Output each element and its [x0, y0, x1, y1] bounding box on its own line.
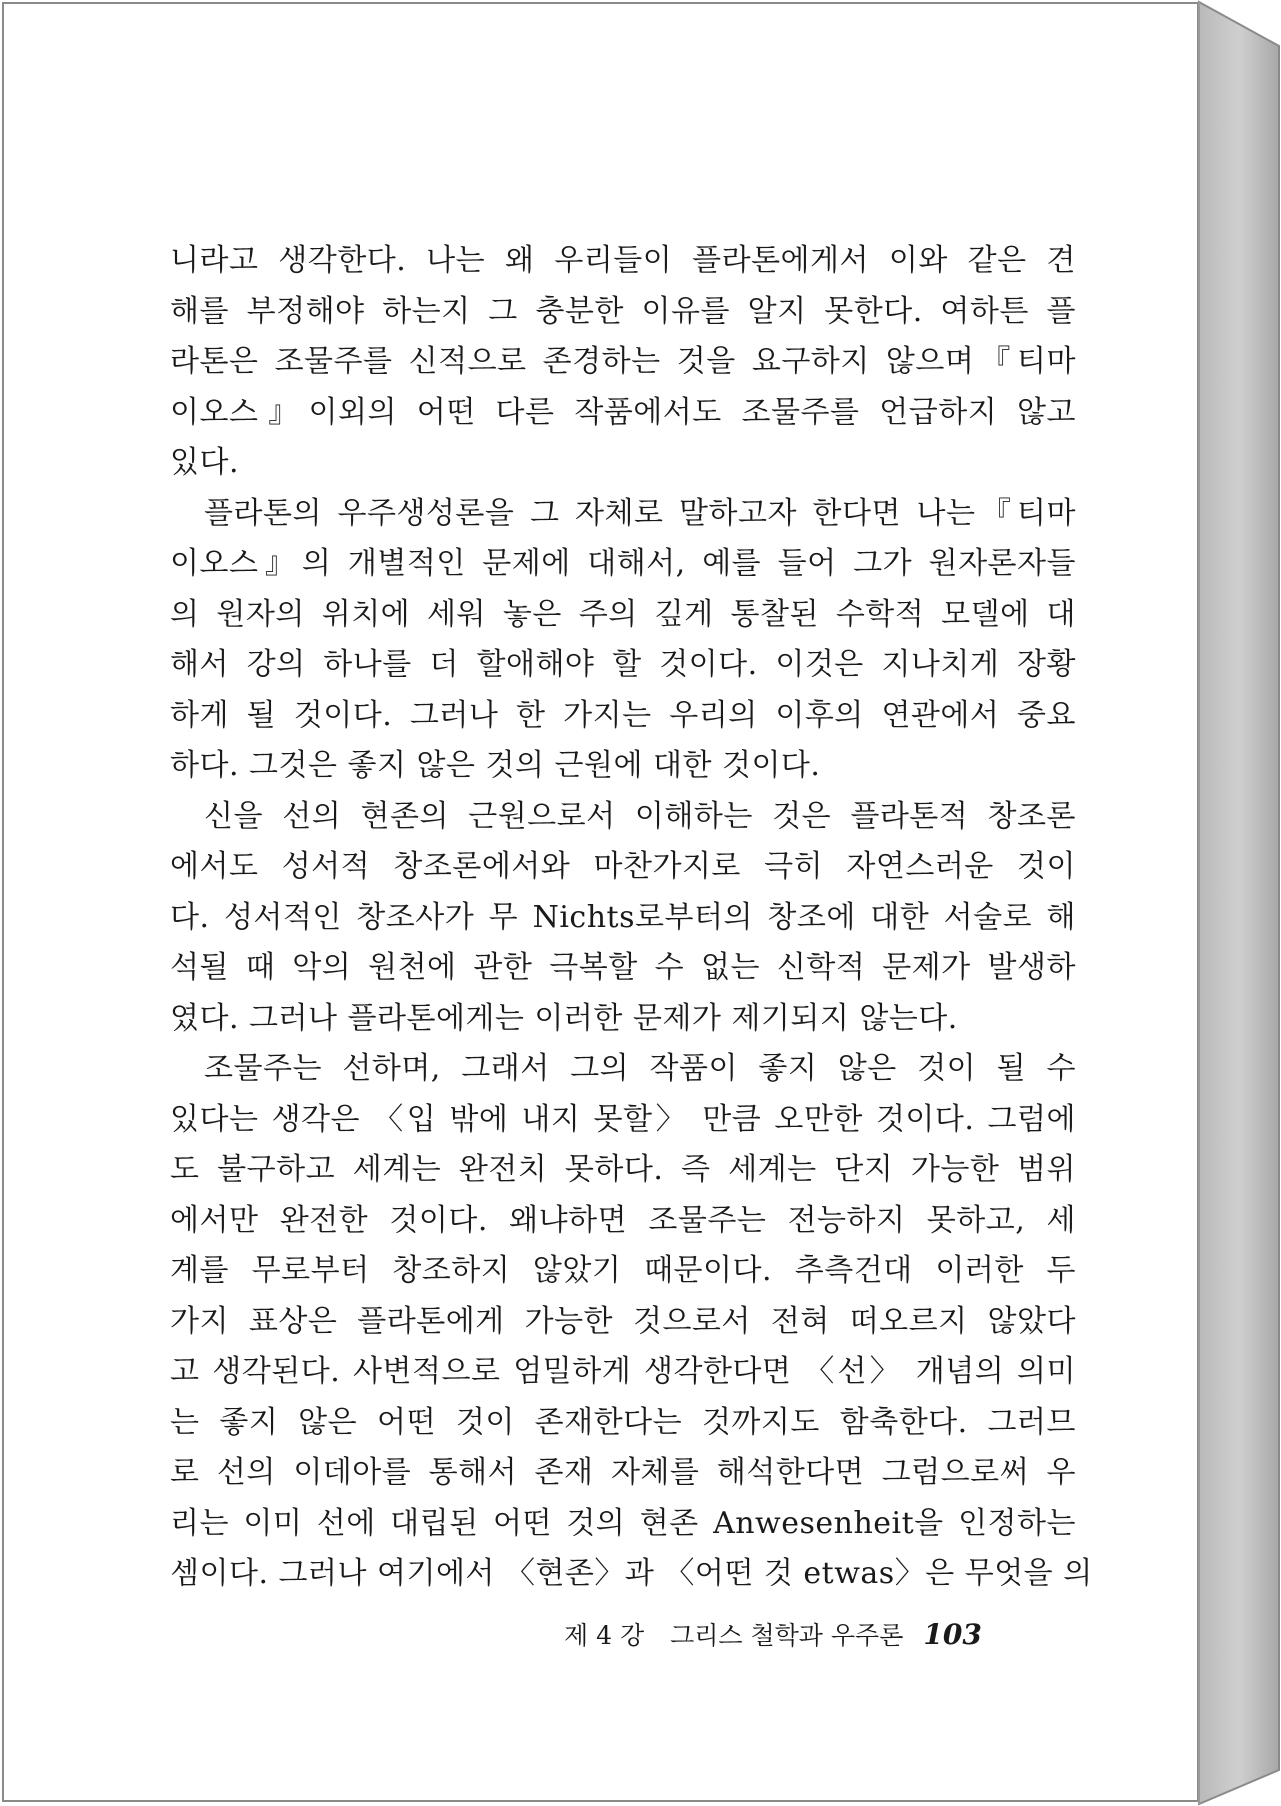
text-line: 라톤은 조물주를 신적으로 존경하는 것을 요구하지 않으며『티마 — [170, 344, 1076, 379]
text-line: 해서 강의 하나를 더 할애해야 할 것이다. 이것은 지나치게 장황 — [170, 647, 1076, 682]
text-line: 조물주는 선하며, 그래서 그의 작품이 좋지 않은 것이 될 수 — [204, 1051, 1076, 1086]
body-text — [170, 236, 1093, 1600]
text-line: 니라고 생각한다. 나는 왜 우리들이 플라톤에게서 이와 같은 견 — [170, 243, 1076, 278]
text-line: 리는 이미 선에 대립된 어떤 것의 현존 Anwesenheit을 인정하는 — [170, 1505, 1076, 1541]
text-line: 가지 표상은 플라톤에게 가능한 것으로서 전혀 떠오르지 않았다 — [170, 1303, 1076, 1339]
text-line: 이오스』이외의 어떤 다른 작품에서도 조물주를 언급하지 않고 — [170, 394, 1076, 430]
text-line: 는 좋지 않은 어떤 것이 존재한다는 것까지도 함축한다. 그러므 — [170, 1404, 1076, 1440]
text-line: 고 생각된다. 사변적으로 엄밀하게 생각한다면 〈선〉 개념의 의미 — [170, 1354, 1076, 1389]
text-line: 계를 무로부터 창조하지 않았기 때문이다. 추측건대 이러한 두 — [170, 1253, 1076, 1288]
running-footer — [564, 1616, 1046, 1652]
text-line: 플라톤의 우주생성론을 그 자체로 말하고자 한다면 나는『티마 — [204, 495, 1076, 531]
text-line: 로 선의 이데아를 통해서 존재 자체를 해석한다면 그럼으로써 우 — [170, 1455, 1076, 1490]
book-page — [2, 2, 1199, 1802]
text-line: 의 원자의 위치에 세워 놓은 주의 깊게 통찰된 수학적 모델에 대 — [170, 596, 1076, 632]
page-number: 103 — [923, 1618, 982, 1651]
text-line: 다. 성서적인 창조사가 무 Nichts로부터의 창조에 대한 서술로 해 — [170, 899, 1076, 935]
text-line: 였다. 그러나 플라톤에게는 이러한 문제가 제기되지 않는다. — [170, 1000, 958, 1036]
text-line: 도 불구하고 세계는 완전치 못하다. 즉 세계는 단지 가능한 범위 — [170, 1152, 1076, 1187]
chapter-label: 제 4 강 — [564, 1621, 645, 1650]
text-line: 석될 때 악의 원천에 관한 극복할 수 없는 신학적 문제가 발생하 — [170, 950, 1076, 985]
text-line: 신을 선의 현존의 근원으로서 이해하는 것은 플라톤적 창조론 — [204, 798, 1076, 834]
text-line: 있다는 생각은 〈입 밖에 내지 못할〉 만큼 오만한 것이다. 그럼에 — [170, 1101, 1076, 1137]
text-line: 이오스』의 개별적인 문제에 대해서, 예를 들어 그가 원자론자들 — [170, 546, 1076, 581]
text-line: 해를 부정해야 하는지 그 충분한 이유를 알지 못한다. 여하튼 플 — [170, 293, 1076, 329]
text-line: 하게 될 것이다. 그러나 한 가지는 우리의 이후의 연관에서 중요 — [170, 697, 1076, 733]
text-line: 하다. 그것은 좋지 않은 것의 근원에 대한 것이다. — [170, 748, 821, 783]
text-line: 에서만 완전한 것이다. 왜냐하면 조물주는 전능하지 못하고, 세 — [170, 1202, 1076, 1238]
text-line: 있다. — [170, 445, 239, 480]
text-line: 에서도 성서적 창조론에서와 마찬가지로 극히 자연스러운 것이 — [170, 849, 1076, 884]
chapter-title: 그리스 철학과 우주론 — [670, 1621, 904, 1650]
text-line: 셈이다. 그러나 여기에서 〈현존〉과 〈어떤 것 etwas〉은 무엇을 의 — [170, 1556, 1093, 1591]
